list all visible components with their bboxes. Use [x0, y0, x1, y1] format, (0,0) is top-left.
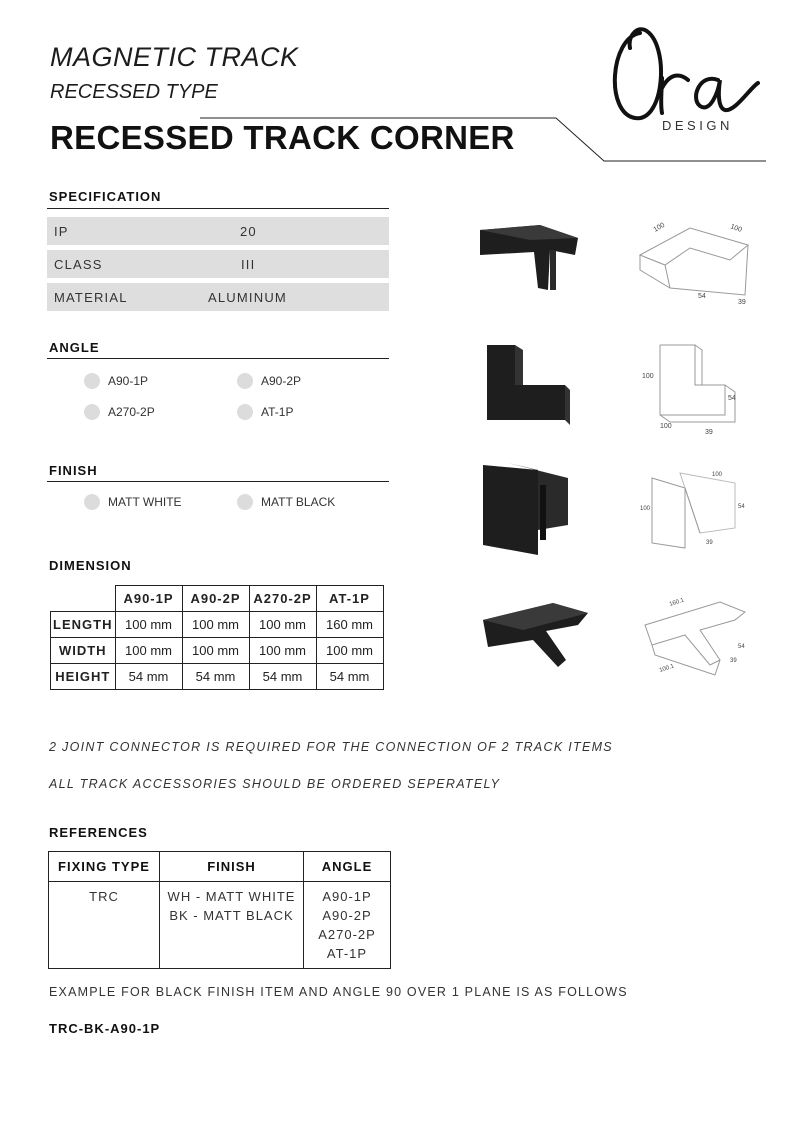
- dimension-label: 39: [738, 299, 746, 306]
- angle-option-at-1p[interactable]: [237, 404, 293, 420]
- page-subtitle: RECESSED TYPE: [50, 81, 218, 103]
- ora-design-logo: [600, 18, 770, 138]
- dimension-label: 54: [738, 644, 745, 650]
- table-cell: 100 mm: [182, 638, 249, 664]
- divider: [47, 358, 389, 359]
- column-header: ANGLE: [304, 852, 391, 882]
- table-cell: 100 mm: [115, 638, 182, 664]
- row-header: WIDTH: [51, 638, 116, 664]
- logo-wordmark: DESIGN: [662, 118, 733, 133]
- references-table: [48, 851, 391, 969]
- note-order-separately: ALL TRACK ACCESSORIES SHOULD BE ORDERED SEPERATELY: [49, 777, 501, 791]
- angle-option-a90-1p[interactable]: [84, 373, 148, 389]
- specification-heading: SPECIFICATION: [49, 189, 162, 204]
- spec-label: MATERIAL: [54, 290, 128, 305]
- product-image-a90-1p: [470, 210, 590, 300]
- finish-option-label: MATT BLACK: [261, 495, 336, 509]
- product-name: RECESSED TRACK CORNER: [50, 119, 515, 156]
- radio-icon: [84, 373, 100, 389]
- table-cell: 54 mm: [316, 664, 383, 690]
- spec-row-ip: [47, 217, 389, 245]
- dimension-label: 54: [728, 395, 736, 402]
- dimension-label: 100: [642, 373, 654, 380]
- product-image-at-1p: [478, 595, 593, 675]
- table-row: [49, 882, 391, 969]
- finish-cell: [160, 882, 304, 969]
- drawing-a90-1p: [630, 210, 760, 310]
- table-cell: 100 mm: [316, 638, 383, 664]
- column-header: A90-2P: [182, 586, 249, 612]
- dimension-label: 39: [705, 429, 713, 436]
- dimension-label: 100: [712, 472, 723, 478]
- note-joint-connector: 2 JOINT CONNECTOR IS REQUIRED FOR THE CONNECTION OF 2 TRACK ITEMS: [49, 740, 613, 754]
- drawing-a90-2p: [640, 340, 750, 440]
- spec-value: III: [241, 257, 256, 272]
- column-header: AT-1P: [316, 586, 383, 612]
- table-cell: 100 mm: [249, 638, 316, 664]
- radio-icon: [237, 404, 253, 420]
- table-cell: 100 mm: [182, 612, 249, 638]
- angle-code: AT-1P: [326, 946, 368, 961]
- spec-value: 20: [240, 224, 257, 239]
- table-cell: 100 mm: [115, 612, 182, 638]
- dimension-label: 39: [730, 658, 737, 664]
- row-header: HEIGHT: [51, 664, 116, 690]
- spec-label: CLASS: [54, 257, 103, 272]
- drawing-a270-2p: [640, 468, 750, 558]
- table-row: [51, 638, 384, 664]
- angle-code: A270-2P: [318, 927, 376, 942]
- drawing-at-1p: [640, 590, 755, 680]
- finish-option-matt-black[interactable]: [237, 494, 335, 510]
- table-cell: 54 mm: [182, 664, 249, 690]
- spec-row-material: [47, 283, 389, 311]
- table-header-row: [49, 852, 391, 882]
- angle-option-label: A90-2P: [261, 374, 302, 388]
- finish-code: WH - MATT WHITE: [167, 889, 296, 904]
- example-text: EXAMPLE FOR BLACK FINISH ITEM AND ANGLE 90 OVER 1 PLANE IS AS FOLLOWS: [49, 985, 628, 999]
- column-header: FIXING TYPE: [49, 852, 160, 882]
- divider: [47, 481, 389, 482]
- dimension-table: [50, 585, 384, 690]
- finish-code: BK - MATT BLACK: [169, 908, 294, 923]
- angle-option-label: A270-2P: [108, 405, 155, 419]
- dimension-label: 100: [640, 506, 651, 512]
- angle-option-a270-2p[interactable]: [84, 404, 155, 420]
- dimension-label: 100: [652, 221, 667, 234]
- table-cell: 54 mm: [249, 664, 316, 690]
- angle-option-a90-2p[interactable]: [237, 373, 301, 389]
- dimension-label: 100: [660, 423, 672, 430]
- radio-icon: [237, 373, 253, 389]
- column-header: FINISH: [160, 852, 304, 882]
- example-code: TRC-BK-A90-1P: [49, 1021, 161, 1036]
- table-cell: 160 mm: [316, 612, 383, 638]
- column-header: A270-2P: [249, 586, 316, 612]
- row-header: LENGTH: [51, 612, 116, 638]
- column-header: A90-1P: [115, 586, 182, 612]
- table-cell: 100 mm: [249, 612, 316, 638]
- product-image-a270-2p: [478, 460, 578, 560]
- dimension-heading: DIMENSION: [49, 558, 132, 573]
- references-heading: REFERENCES: [49, 825, 148, 840]
- finish-heading: FINISH: [49, 463, 98, 478]
- radio-icon: [84, 494, 100, 510]
- spec-row-class: [47, 250, 389, 278]
- dimension-label: 100.1: [658, 663, 675, 674]
- product-image-a90-2p: [475, 340, 575, 440]
- divider: [47, 208, 389, 209]
- dimension-label: 54: [738, 504, 745, 510]
- angle-option-label: A90-1P: [108, 374, 149, 388]
- fixing-type-cell: [49, 882, 160, 969]
- dimension-label: 54: [698, 293, 706, 300]
- spec-label: IP: [54, 224, 69, 239]
- radio-icon: [237, 494, 253, 510]
- table-header-row: [51, 586, 384, 612]
- table-row: [51, 664, 384, 690]
- angle-code: A90-1P: [322, 889, 372, 904]
- angle-cell: [304, 882, 391, 969]
- dimension-label: 39: [706, 540, 713, 546]
- dimension-label: 100: [729, 223, 743, 234]
- page-title: MAGNETIC TRACK: [50, 42, 299, 72]
- finish-option-label: MATT WHITE: [108, 495, 182, 509]
- fixing-type-value: TRC: [89, 889, 119, 904]
- finish-option-matt-white[interactable]: [84, 494, 182, 510]
- table-row: [51, 612, 384, 638]
- dimension-label: 160.1: [668, 597, 685, 608]
- angle-code: A90-2P: [322, 908, 372, 923]
- spec-value: ALUMINUM: [208, 290, 287, 305]
- angle-heading: ANGLE: [49, 340, 100, 355]
- angle-option-label: AT-1P: [261, 405, 294, 419]
- radio-icon: [84, 404, 100, 420]
- table-cell: 54 mm: [115, 664, 182, 690]
